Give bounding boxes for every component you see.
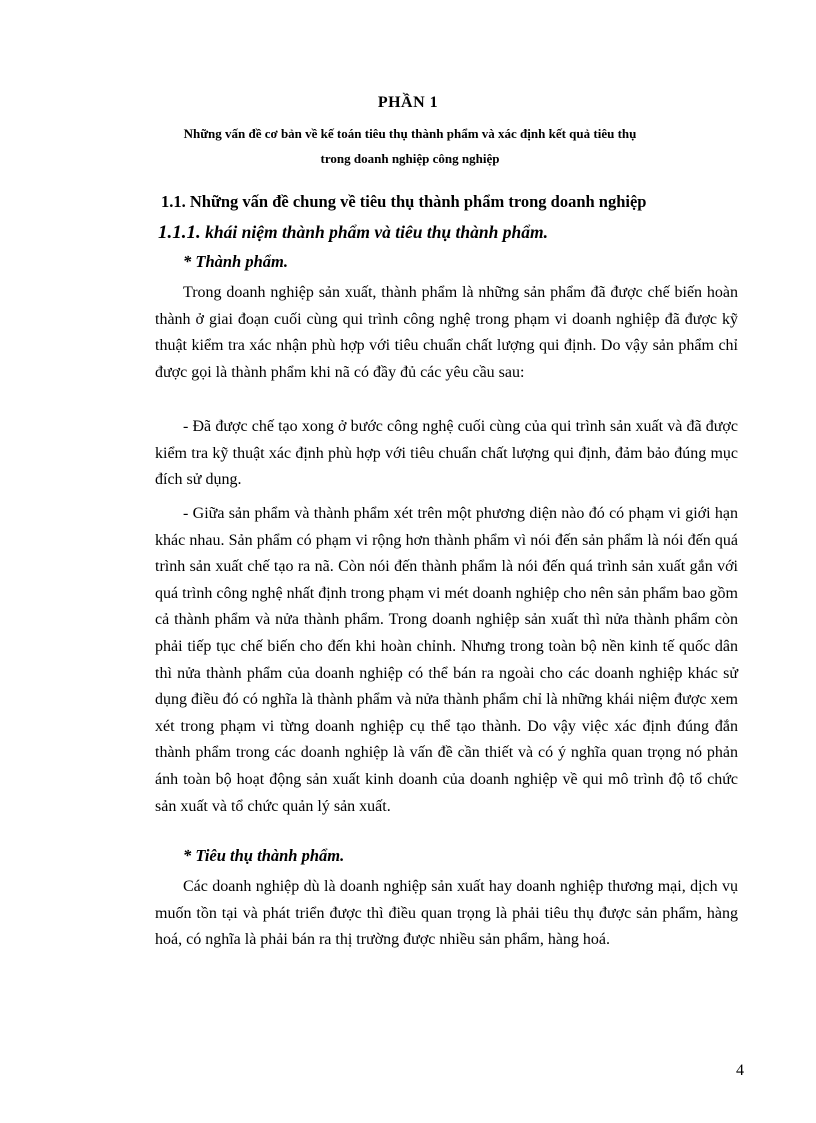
subheading-tieu-thu: * Tiêu thụ thành phẩm. [183,846,345,865]
section-1-1-1-number: 1.1.1. [158,222,201,243]
paragraph-3: - Giữa sản phẩm và thành phẩm xét trên một phương diện nào đó có phạm vi giới hạn khác nhau. Sản phẩm có phạm vi rộng hơn thành phẩm vì nói đến sản phẩm là nói đến quá trình sản xuất chế tạo ra nã. Còn nói đến thành phẩm là nói đến quá trình sản xuất gắn với quá trình công nghệ nhất định trong phạm vi mét doanh nghiệp cho nên sản phẩm bao gồm cả thành phẩm và nửa thành phẩm. Trong doanh nghiệp sản xuất thì nửa thành phẩm còn phải tiếp tục chế biến cho đến khi hoàn chỉnh. Nhưng trong toàn bộ nền kinh tế quốc dân thì nửa thành phẩm của doanh nghiệp có thể bán ra ngoài cho các doanh nghiệp khác sử dụng điều đó có nghĩa là thành phẩm và nửa thành phẩm chỉ là những khái niệm được xem xét trong phạm vi từng doanh nghiệp cụ thể tạo thành. Do vậy việc xác định đúng đắn thành phẩm trong các doanh nghiệp là vấn đề cần thiết và có ý nghĩa quan trọng nó phản ánh toàn bộ hoạt động sản xuất kinh doanh của doanh nghiệp về qui mô trình độ tổ chức sản xuất và tổ chức quản lý sản xuất. [155,505,738,815]
page-number: 4 [736,1062,744,1079]
section-1-1-heading: 1.1. Những vấn đề chung về tiêu thụ thành phẩm trong doanh nghiệp [161,192,647,211]
subheading-thanh-pham: * Thành phẩm. [183,252,288,271]
paragraph-1: Trong doanh nghiệp sản xuất, thành phẩm là những sản phẩm đã được chế biến hoàn thành ở giai đoạn cuối cùng qui trình công nghệ trong phạm vi doanh nghiệp đã được kỹ thuật kiểm tra xác nhận phù hợp với tiêu chuẩn chất lượng qui định. Do vậy sản phẩm chỉ được gọi là thành phẩm khi nã có đầy đủ các yêu cầu sau: [155,284,738,381]
paragraph-4: Các doanh nghiệp dù là doanh nghiệp sản xuất hay doanh nghiệp thương mại, dịch vụ muốn tồn tại và phát triển được thì điều quan trọng là phải tiêu thụ được sản phẩm, hàng hoá, có nghĩa là phải bán ra thị trường được nhiều sản phẩm, hàng hoá. [155,878,738,949]
section-1-1-1-text: khái niệm thành phẩm và tiêu thụ thành phẩm. [200,222,548,242]
part-subtitle-line1: Những vấn đề cơ bản về kế toán tiêu thụ thành phẩm và xác định kết quả tiêu thụ [183,126,637,141]
section-1-1-1-heading [158,222,758,244]
part-title: PHẦN 1 [377,94,439,111]
paragraph-2: - Đã được chế tạo xong ở bước công nghệ cuối cùng của qui trình sản xuất và đã được kiểm tra kỹ thuật xác định phù hợp với tiêu chuẩn chất lượng qui định, đảm bảo đúng mục đích sử dụng. [155,418,738,489]
part-subtitle-line2: trong doanh nghiệp công nghiệp [320,151,500,166]
